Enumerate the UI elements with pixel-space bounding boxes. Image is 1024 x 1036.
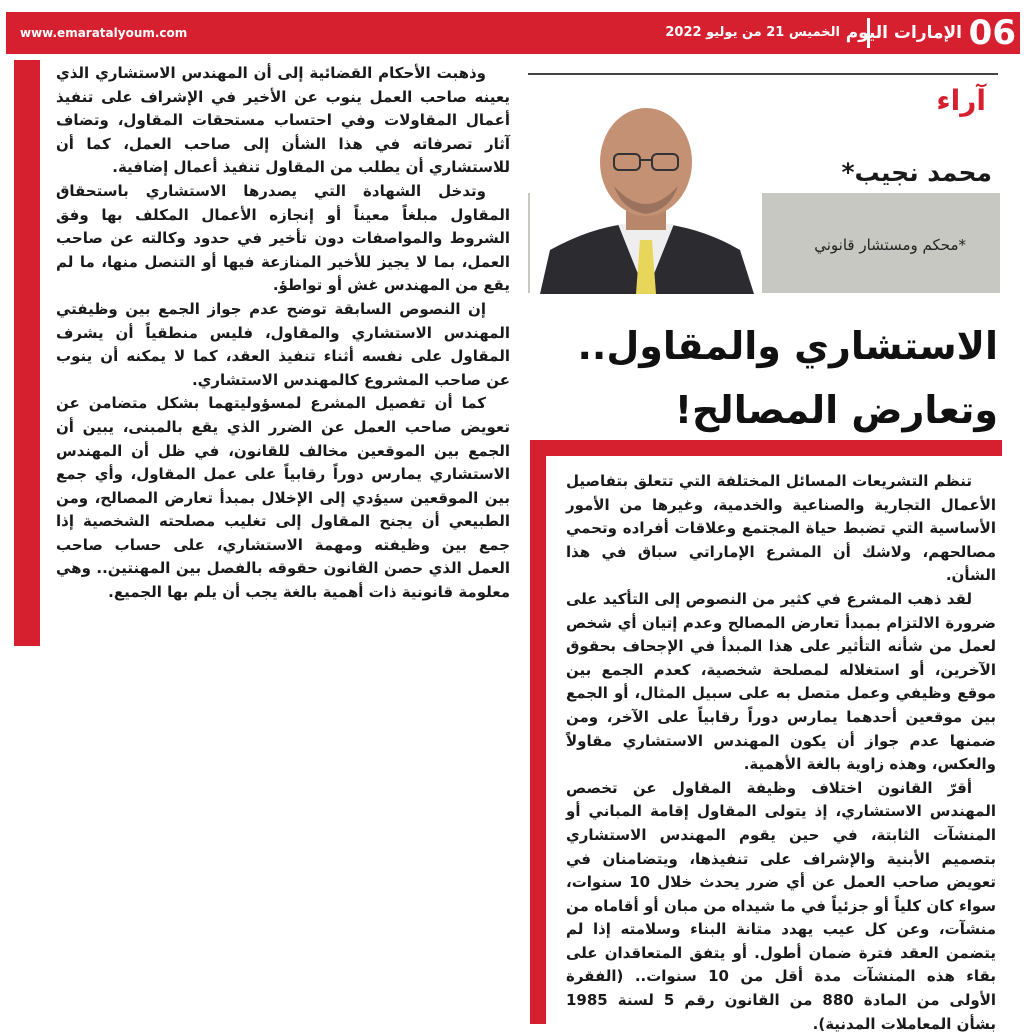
article-headline: الاستشاري والمقاول.. وتعارض المصالح! (577, 324, 998, 432)
left-accent-bar (14, 60, 40, 646)
newspaper-brand: الإمارات اليوم (845, 23, 962, 43)
author-title: *محكم ومستشار قانوني (814, 236, 966, 254)
section-label: آراء (936, 84, 986, 117)
left-paragraph-1: وذهبت الأحكام القضائية إلى أن المهندس الاستشاري الذي يعينه صاحب العمل ينوب عن الأخير في الإشراف على تنفيذ أعمال المقاولات وفي احتساب مستحقات المقاول، وتضاف آثار تصرفاته في هذا الشأن إلى صاحب العمل، كما أن للاستشاري أن يطلب من المقاول تنفيذ أعمال إضافية. (56, 64, 510, 177)
author-name: محمد نجيب* (841, 158, 992, 187)
right-paragraph-1: تنظم التشريعات المسائل المختلفة التي تتعلق بتفاصيل الأعمال التجارية والصناعية والخدمية، وغيرها من الأمور الأساسية التي تضبط حياة المجتمع وعلاقات أفراده وتحمي مصالحهم، ولاشك أن المشرع الإماراتي سباق في هذا الشأن. (566, 472, 996, 585)
header-bar (6, 12, 1020, 54)
top-rule (528, 73, 998, 75)
left-paragraph-4: كما أن تفصيل المشرع لمسؤوليتهما بشكل متضامن عن تعويض صاحب العمل عن الضرر الذي يقع بالمبنى، يبين أن الجمع بين الموقعين مخالف للقانون، في ظل أن المهندس الاستشاري يمارس دوراً رقابياً على عمل المقاول، وأي جمع بين الموقعين سيؤدي إلى الإخلال بمبدأ تعارض المصالح، ومن الطبيعي أن يجنح المقاول إلى تغليب مصلحته الشخصية إذا جمع بين وظيفته ومهمة الاستشاري، على حساب صاحب العمل الذي حصن القانون حقوقه بالفصل بين المهنتين.. وهي معلومة قانونية ذات أهمية بالغة يجب أن يلم بها الجميع. (56, 394, 510, 602)
right-paragraph-3: أقرّ القانون اختلاف وظيفة المقاول عن تخصص المهندس الاستشاري، إذ يتولى المقاول إقامة المباني أو المنشآت الثابتة، في حين يقوم المهندس الاستشاري بتصميم الأبنية والإشراف على تنفيذها، ويتضامنان في تعويض صاحب العمل عن أي ضرر يحدث خلال 10 سنوات، سواء كان كلياً أو جزئياً في ما شيداه من مبان أو أقاماه من منشآت، وعن كل عيب يهدد متانة البناء وسلامته إذا لم يتضمن العقد فترة ضمان أطول. أو يتفق المتعاقدان على بقاء هذه المنشآت مدة أقل من 10 سنوات.. (الفقرة الأولى من المادة 880 من القانون رقم 5 لسنة 1985 بشأن المعاملات المدنية). (566, 778, 997, 1033)
page-number: 06 (968, 13, 1016, 53)
left-article-column (56, 62, 510, 605)
article-frame-side (530, 440, 546, 1024)
author-portrait (530, 100, 762, 294)
left-paragraph-2: وتدخل الشهادة التي يصدرها الاستشاري باستحقاق المقاول مبلغاً معيناً أو إنجازه الأعمال المكلف بها وفق الشروط والمواصفات دون تأخير في حدود وكالته عن صاحب العمل، بما لا يجيز للأخير المنازعة فيها أو التنصل منها، ما لم يقع من المهندس غش أو تواطؤ. (56, 181, 510, 295)
issue-date: الخميس 21 من يوليو 2022 (665, 25, 840, 40)
right-paragraph-2: لقد ذهب المشرع في كثير من النصوص إلى التأكيد على ضرورة الالتزام بمبدأ تعارض المصالح وعدم إتيان أي شخص لعمل من شأنه التأثير على هذا المبدأ في الإجحاف بحقوق الآخرين، أو استغلاله لمصلحة شخصية، كعدم الجمع بين موقع وظيفي وعمل متصل به على سبيل المثال، أو الجمع بين موقعين أحدهما يمارس دوراً رقابياً على الآخر، ومن ضمنها عدم جواز أن يكون المهندس الاستشاري مقاولاً والعكس، وهذه زاوية بالغة الأهمية. (566, 589, 996, 774)
right-article-column (566, 470, 996, 1036)
left-paragraph-3: إن النصوص السابقة توضح عدم جواز الجمع بين وظيفتي المهندس الاستشاري والمقاول، فليس منطقياً أن يشرف المقاول على نفسه أثناء تنفيذ العقد، كما لا يمكنه أن ينوب عن صاحب المشروع كالمهندس الاستشاري. (56, 299, 510, 389)
site-url[interactable]: www.emaratalyoum.com (20, 26, 188, 40)
article-frame-top (530, 440, 1002, 456)
